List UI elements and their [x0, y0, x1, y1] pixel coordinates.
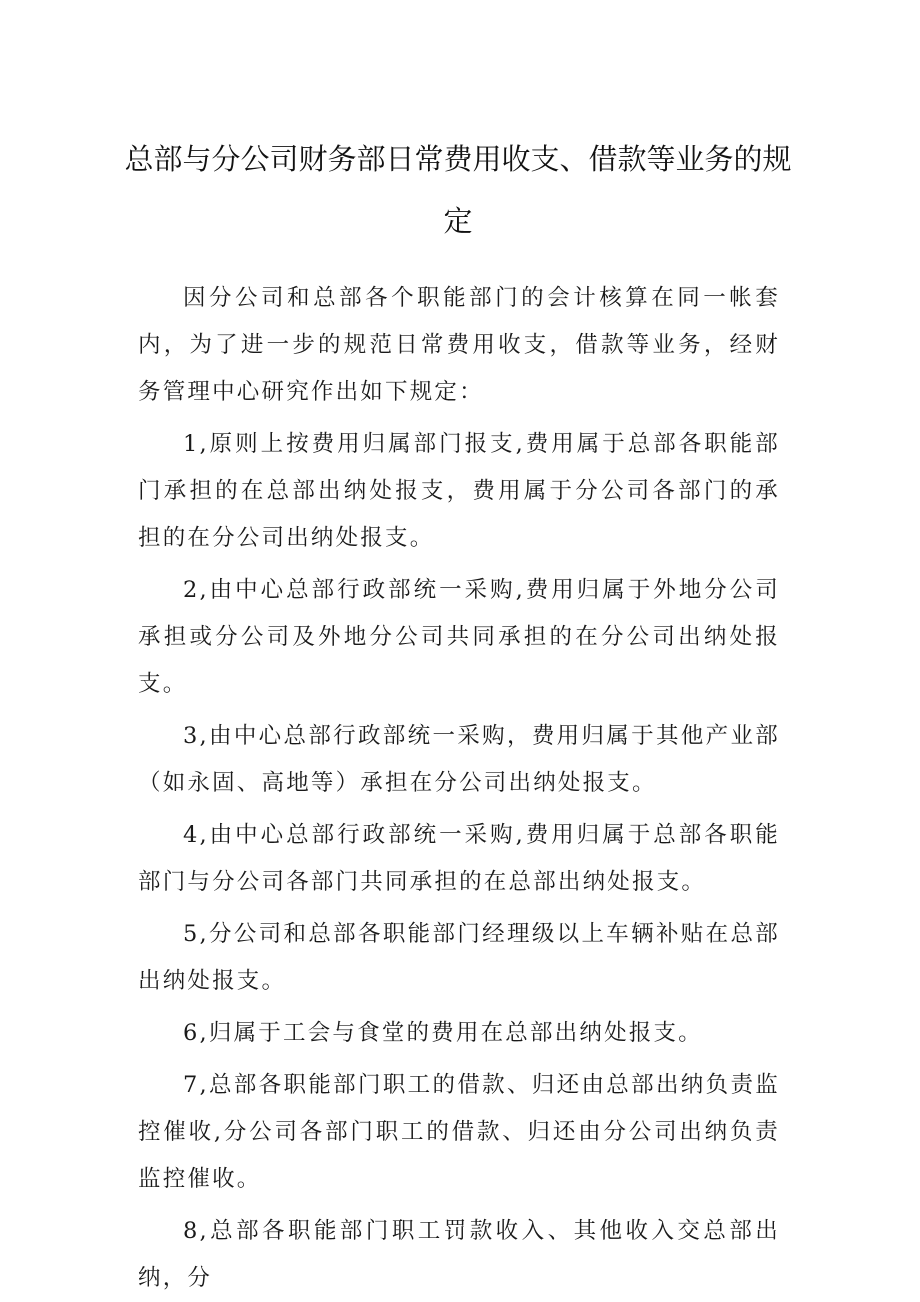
document-title: 总部与分公司财务部日常费用收支、借款等业务的规定: [124, 142, 792, 238]
rule-item-2: 2,由中心总部行政部统一采购,费用归属于外地分公司承担或分公司及外地分公司共同承担的在分公司出纳处报支。: [138, 577, 780, 697]
rule-item-1: 1,原则上按费用归属部门报支,费用属于总部各职能部门承担的在总部出纳处报支，费用属于分公司各部门的承担的在分公司出纳处报支。: [138, 431, 780, 551]
rule-item-5: 5,分公司和总部各职能部门经理级以上车辆补贴在总部出纳处报支。: [138, 921, 780, 994]
rule-item-6: 6,归属于工会与食堂的费用在总部出纳处报支。: [183, 1020, 703, 1046]
rule-item-8: 8,总部各职能部门职工罚款收入、其他收入交总部出纳，分: [138, 1218, 780, 1291]
rule-item-4: 4,由中心总部行政部统一采购,费用归属于总部各职能部门与分公司各部门共同承担的在总部出纳处报支。: [138, 822, 780, 895]
rule-item-3: 3,由中心总部行政部统一采购，费用归属于其他产业部（如永固、高地等）承担在分公司出纳处报支。: [138, 723, 780, 796]
document-body: [138, 275, 780, 1302]
intro-paragraph: 因分公司和总部各个职能部门的会计核算在同一帐套内，为了进一步的规范日常费用收支，借款等业务，经财务管理中心研究作出如下规定：: [138, 285, 780, 405]
rule-item-7: 7,总部各职能部门职工的借款、归还由总部出纳负责监控催收,分公司各部门职工的借款、归还由分公司出纳负责监控催收。: [138, 1072, 780, 1192]
